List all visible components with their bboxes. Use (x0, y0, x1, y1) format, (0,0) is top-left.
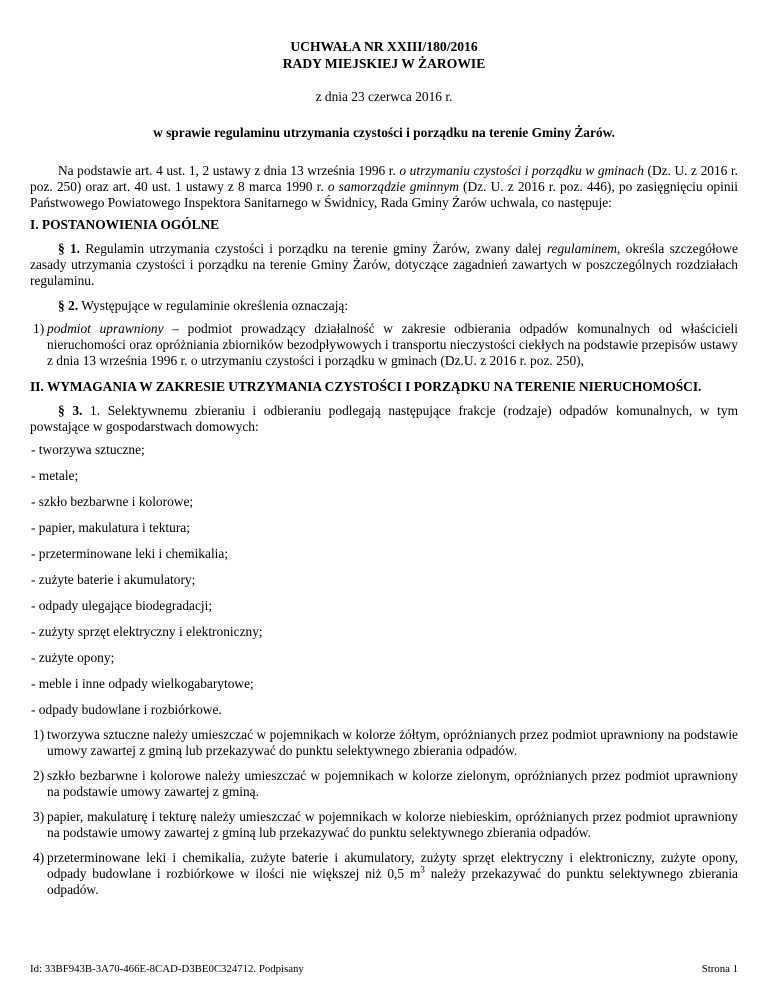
item-number: 3) (33, 809, 45, 824)
paragraph-2-number: § 2. (58, 298, 79, 313)
title-line-1: UCHWAŁA NR XXIII/180/2016 (290, 39, 478, 54)
list-item: - przeterminowane leki i chemikalia; (31, 546, 229, 561)
section-heading-1: I. POSTANOWIENIA OGÓLNE (30, 217, 220, 232)
numbered-item (30, 727, 738, 759)
paragraph-3 (30, 403, 738, 435)
list-item: - odpady ulegające biodegradacji; (31, 598, 213, 613)
list-item: - tworzywa sztuczne; (31, 442, 145, 457)
item-text-end: należy przekazywać do punktu selektywnego zbierania odpadów. (47, 866, 738, 897)
numbered-item (30, 768, 738, 800)
paragraph-3-text: 1. Selektywnemu zbieraniu i odbieraniu podlegają następujące frakcje (rodzaje) odpadów komunalnych, w tym powstające w gospodarstwach domowych: (30, 403, 738, 434)
section-heading-2: II. WYMAGANIA W ZAKRESIE UTRZYMANIA CZYSTOŚCI I PORZĄDKU NA TERENIE NIERUCHOMOŚCI. (30, 379, 702, 394)
definition-text: – podmiot prowadzący działalność w zakresie odbierania odpadów komunalnych od właścicieli nieruchomości oraz opróżniania zbiorników bezodpływowych i transportu nieczystości ciekłych na podstawie przepisów ustawy z dnia 13 września 1996 r. o utrzymaniu czystości i porządku w gminach (Dz.U. z 2016 r. poz. 250), (47, 321, 738, 368)
item-text: tworzywa sztuczne należy umieszczać w pojemnikach w kolorze żółtym, opróżnianych przez podmiot uprawniony na podstawie umowy zawartej z gminą lub przekazywać do punktu selektywnego zbierania odpadów. (47, 727, 738, 758)
paragraph-1-italic: regulaminem (546, 241, 617, 256)
title-line-2: RADY MIEJSKIEJ W ŻAROWIE (282, 56, 486, 71)
document-content (30, 38, 738, 898)
intro-paragraph (30, 163, 738, 211)
resolution-date: z dnia 23 czerwca 2016 r. (315, 89, 453, 104)
paragraph-1-number: § 1. (58, 241, 81, 256)
waste-fraction-list (30, 442, 738, 718)
definition-term: podmiot uprawniony (47, 321, 164, 336)
superscript-three: 3 (420, 864, 425, 875)
disposal-rules-list (30, 727, 738, 898)
list-item: - zużyty sprzęt elektryczny i elektroniczny; (31, 624, 263, 639)
list-item: - zużyte baterie i akumulatory; (31, 572, 196, 587)
list-item: - papier, makulatura i tektura; (31, 520, 190, 535)
item-number: 1) (33, 727, 45, 742)
paragraph-1-text-b: , określa szczegółowe zasady utrzymania czystości i porządku na terenie Gminy Żarów, dotyczące zagadnień zawartych w poszczególnych rozdziałach regulaminu. (30, 241, 738, 288)
list-item: - szkło bezbarwne i kolorowe; (31, 494, 194, 509)
item-text: papier, makulaturę i tekturę należy umieszczać w pojemnikach w kolorze niebieskim, opróżnianych przez podmiot uprawniony na podstawie umowy zawartej z gminą lub przekazywać do punktu selektywnego zbierania odpadów. (47, 809, 738, 840)
item-number: 4) (33, 850, 45, 865)
list-item: - meble i inne odpady wielkogabarytowe; (31, 676, 254, 691)
list-item: - metale; (31, 468, 79, 483)
definition-item (30, 321, 738, 369)
definition-number: 1) (33, 321, 45, 336)
item-text: przeterminowane leki i chemikalia, zużyte baterie i akumulatory, zużyty sprzęt elektryczny i elektroniczny, zużyte opony, odpady budowlane i rozbiórkowe w ilości nie większej niż 0,5 m (47, 850, 738, 881)
item-text: szkło bezbarwne i kolorowe należy umieszczać w pojemnikach w kolorze zielonym, opróżnianych przez podmiot uprawniony na podstawie umowy zawartej z gminą. (47, 768, 738, 799)
page-number: Strona 1 (701, 963, 738, 975)
intro-italic-1: o utrzymaniu czystości i porządku w gminach (399, 163, 644, 178)
numbered-item (30, 809, 738, 841)
intro-text-2: (Dz. U. z 2016 r. poz. 250) oraz art. 40 ust. 1 ustawy z 8 marca 1990 r. (30, 163, 738, 194)
numbered-item (30, 850, 738, 898)
item-number: 2) (33, 768, 45, 783)
paragraph-2 (30, 298, 738, 314)
paragraph-1 (30, 241, 738, 289)
document-id: Id: 33BF943B-3A70-466E-8CAD-D3BE0C324712. Podpisany (30, 963, 304, 975)
paragraph-2-text: Występujące w regulaminie określenia oznaczają: (78, 298, 349, 313)
resolution-subject: w sprawie regulaminu utrzymania czystości i porządku na terenie Gminy Żarów. (153, 125, 615, 140)
intro-text-1: Na podstawie art. 4 ust. 1, 2 ustawy z dnia 13 września 1996 r. (58, 163, 400, 178)
list-item: - zużyte opony; (31, 650, 115, 665)
intro-text-3: (Dz. U. z 2016 r. poz. 446), po zasięgnięciu opinii Państwowego Powiatowego Inspektora Sanitarnego w Świdnicy, Rada Gminy Żarów uchwala, co następuje: (30, 179, 738, 210)
paragraph-3-number: § 3. (58, 403, 83, 418)
resolution-title (30, 38, 738, 72)
intro-italic-2: o samorządzie gminnym (327, 179, 459, 194)
paragraph-1-text-a: Regulamin utrzymania czystości i porządku na terenie gminy Żarów, zwany dalej (80, 241, 547, 256)
list-item: - odpady budowlane i rozbiórkowe. (31, 702, 222, 717)
